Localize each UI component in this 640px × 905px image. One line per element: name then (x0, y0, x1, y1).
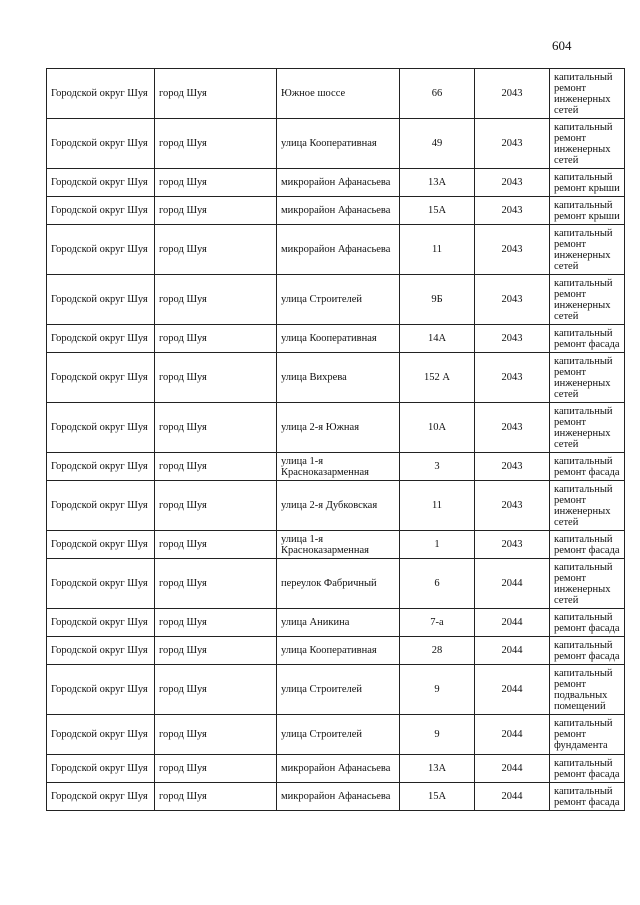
cell-locality: город Шуя (155, 325, 277, 353)
table-row (47, 275, 625, 325)
cell-work-type: капитальный ремонт фасада (550, 755, 625, 783)
cell-street: улица 2-я Дубковская (277, 481, 400, 531)
cell-street: улица Кооперативная (277, 119, 400, 169)
cell-house-number: 49 (400, 119, 475, 169)
cell-work-type: капитальный ремонт фундамента (550, 715, 625, 755)
cell-locality: город Шуя (155, 715, 277, 755)
cell-locality: город Шуя (155, 275, 277, 325)
cell-municipality: Городской округ Шуя (47, 755, 155, 783)
cell-locality: город Шуя (155, 225, 277, 275)
cell-house-number: 9 (400, 665, 475, 715)
cell-municipality: Городской округ Шуя (47, 69, 155, 119)
cell-locality: город Шуя (155, 609, 277, 637)
cell-locality: город Шуя (155, 403, 277, 453)
table-body (47, 69, 625, 811)
cell-house-number: 1 (400, 531, 475, 559)
cell-street: микрорайон Афанасьева (277, 225, 400, 275)
cell-year: 2044 (475, 637, 550, 665)
cell-year: 2043 (475, 275, 550, 325)
cell-municipality: Городской округ Шуя (47, 531, 155, 559)
cell-year: 2043 (475, 197, 550, 225)
cell-municipality: Городской округ Шуя (47, 637, 155, 665)
cell-year: 2044 (475, 755, 550, 783)
cell-year: 2043 (475, 403, 550, 453)
cell-house-number: 28 (400, 637, 475, 665)
cell-house-number: 9 (400, 715, 475, 755)
cell-locality: город Шуя (155, 637, 277, 665)
cell-work-type: капитальный ремонт фасада (550, 325, 625, 353)
cell-locality: город Шуя (155, 197, 277, 225)
table-row (47, 453, 625, 481)
cell-work-type: капитальный ремонт инженерных сетей (550, 275, 625, 325)
cell-house-number: 11 (400, 225, 475, 275)
cell-street: улица Аникина (277, 609, 400, 637)
cell-locality: город Шуя (155, 353, 277, 403)
cell-work-type: капитальный ремонт инженерных сетей (550, 559, 625, 609)
cell-house-number: 152 А (400, 353, 475, 403)
cell-year: 2043 (475, 531, 550, 559)
cell-year: 2044 (475, 559, 550, 609)
table-row (47, 783, 625, 811)
table-row (47, 531, 625, 559)
table-row (47, 225, 625, 275)
cell-year: 2043 (475, 481, 550, 531)
cell-municipality: Городской округ Шуя (47, 225, 155, 275)
table-row (47, 481, 625, 531)
cell-locality: город Шуя (155, 69, 277, 119)
cell-municipality: Городской округ Шуя (47, 665, 155, 715)
cell-work-type: капитальный ремонт фасада (550, 783, 625, 811)
cell-locality: город Шуя (155, 481, 277, 531)
cell-work-type: капитальный ремонт инженерных сетей (550, 403, 625, 453)
table-row (47, 325, 625, 353)
table-row (47, 169, 625, 197)
cell-locality: город Шуя (155, 665, 277, 715)
cell-street: улица Кооперативная (277, 637, 400, 665)
cell-year: 2043 (475, 353, 550, 403)
table-row (47, 69, 625, 119)
cell-house-number: 13А (400, 169, 475, 197)
cell-house-number: 13А (400, 755, 475, 783)
cell-street: микрорайон Афанасьева (277, 783, 400, 811)
cell-work-type: капитальный ремонт инженерных сетей (550, 69, 625, 119)
cell-municipality: Городской округ Шуя (47, 715, 155, 755)
repair-schedule-table (46, 68, 625, 811)
table-row (47, 609, 625, 637)
cell-house-number: 14А (400, 325, 475, 353)
cell-street: Южное шоссе (277, 69, 400, 119)
cell-house-number: 66 (400, 69, 475, 119)
cell-municipality: Городской округ Шуя (47, 353, 155, 403)
cell-house-number: 6 (400, 559, 475, 609)
table-row (47, 119, 625, 169)
cell-street: улица Кооперативная (277, 325, 400, 353)
cell-municipality: Городской округ Шуя (47, 609, 155, 637)
table-row (47, 403, 625, 453)
cell-year: 2044 (475, 609, 550, 637)
table-row (47, 197, 625, 225)
cell-street: улица Вихрева (277, 353, 400, 403)
table-row (47, 715, 625, 755)
cell-work-type: капитальный ремонт подвальных помещений (550, 665, 625, 715)
cell-street: улица 1-я Красноказарменная (277, 531, 400, 559)
cell-house-number: 15А (400, 197, 475, 225)
cell-municipality: Городской округ Шуя (47, 197, 155, 225)
cell-municipality: Городской округ Шуя (47, 783, 155, 811)
table-row (47, 559, 625, 609)
cell-municipality: Городской округ Шуя (47, 169, 155, 197)
cell-house-number: 9Б (400, 275, 475, 325)
cell-year: 2043 (475, 169, 550, 197)
cell-municipality: Городской округ Шуя (47, 325, 155, 353)
cell-street: улица 1-я Красноказарменная (277, 453, 400, 481)
cell-street: микрорайон Афанасьева (277, 755, 400, 783)
cell-year: 2043 (475, 325, 550, 353)
cell-work-type: капитальный ремонт крыши (550, 169, 625, 197)
cell-locality: город Шуя (155, 783, 277, 811)
cell-house-number: 7-а (400, 609, 475, 637)
cell-municipality: Городской округ Шуя (47, 403, 155, 453)
cell-house-number: 11 (400, 481, 475, 531)
cell-house-number: 15А (400, 783, 475, 811)
cell-locality: город Шуя (155, 453, 277, 481)
cell-year: 2043 (475, 69, 550, 119)
cell-street: улица 2-я Южная (277, 403, 400, 453)
cell-year: 2043 (475, 119, 550, 169)
cell-municipality: Городской округ Шуя (47, 453, 155, 481)
cell-municipality: Городской округ Шуя (47, 481, 155, 531)
cell-work-type: капитальный ремонт инженерных сетей (550, 353, 625, 403)
cell-work-type: капитальный ремонт крыши (550, 197, 625, 225)
cell-street: переулок Фабричный (277, 559, 400, 609)
cell-house-number: 3 (400, 453, 475, 481)
cell-street: микрорайон Афанасьева (277, 169, 400, 197)
cell-locality: город Шуя (155, 559, 277, 609)
cell-year: 2043 (475, 225, 550, 275)
cell-street: микрорайон Афанасьева (277, 197, 400, 225)
cell-year: 2044 (475, 665, 550, 715)
table-row (47, 637, 625, 665)
cell-work-type: капитальный ремонт инженерных сетей (550, 225, 625, 275)
table-row (47, 665, 625, 715)
cell-municipality: Городской округ Шуя (47, 119, 155, 169)
cell-work-type: капитальный ремонт фасада (550, 609, 625, 637)
cell-work-type: капитальный ремонт фасада (550, 453, 625, 481)
cell-house-number: 10А (400, 403, 475, 453)
cell-work-type: капитальный ремонт фасада (550, 531, 625, 559)
cell-year: 2044 (475, 783, 550, 811)
cell-locality: город Шуя (155, 755, 277, 783)
cell-locality: город Шуя (155, 119, 277, 169)
cell-municipality: Городской округ Шуя (47, 559, 155, 609)
cell-work-type: капитальный ремонт инженерных сетей (550, 481, 625, 531)
cell-work-type: капитальный ремонт инженерных сетей (550, 119, 625, 169)
table-row (47, 353, 625, 403)
cell-locality: город Шуя (155, 531, 277, 559)
table-row (47, 755, 625, 783)
cell-municipality: Городской округ Шуя (47, 275, 155, 325)
cell-street: улица Строителей (277, 665, 400, 715)
page-number: 604 (552, 38, 572, 53)
cell-street: улица Строителей (277, 715, 400, 755)
cell-locality: город Шуя (155, 169, 277, 197)
cell-year: 2044 (475, 715, 550, 755)
cell-street: улица Строителей (277, 275, 400, 325)
cell-work-type: капитальный ремонт фасада (550, 637, 625, 665)
cell-year: 2043 (475, 453, 550, 481)
